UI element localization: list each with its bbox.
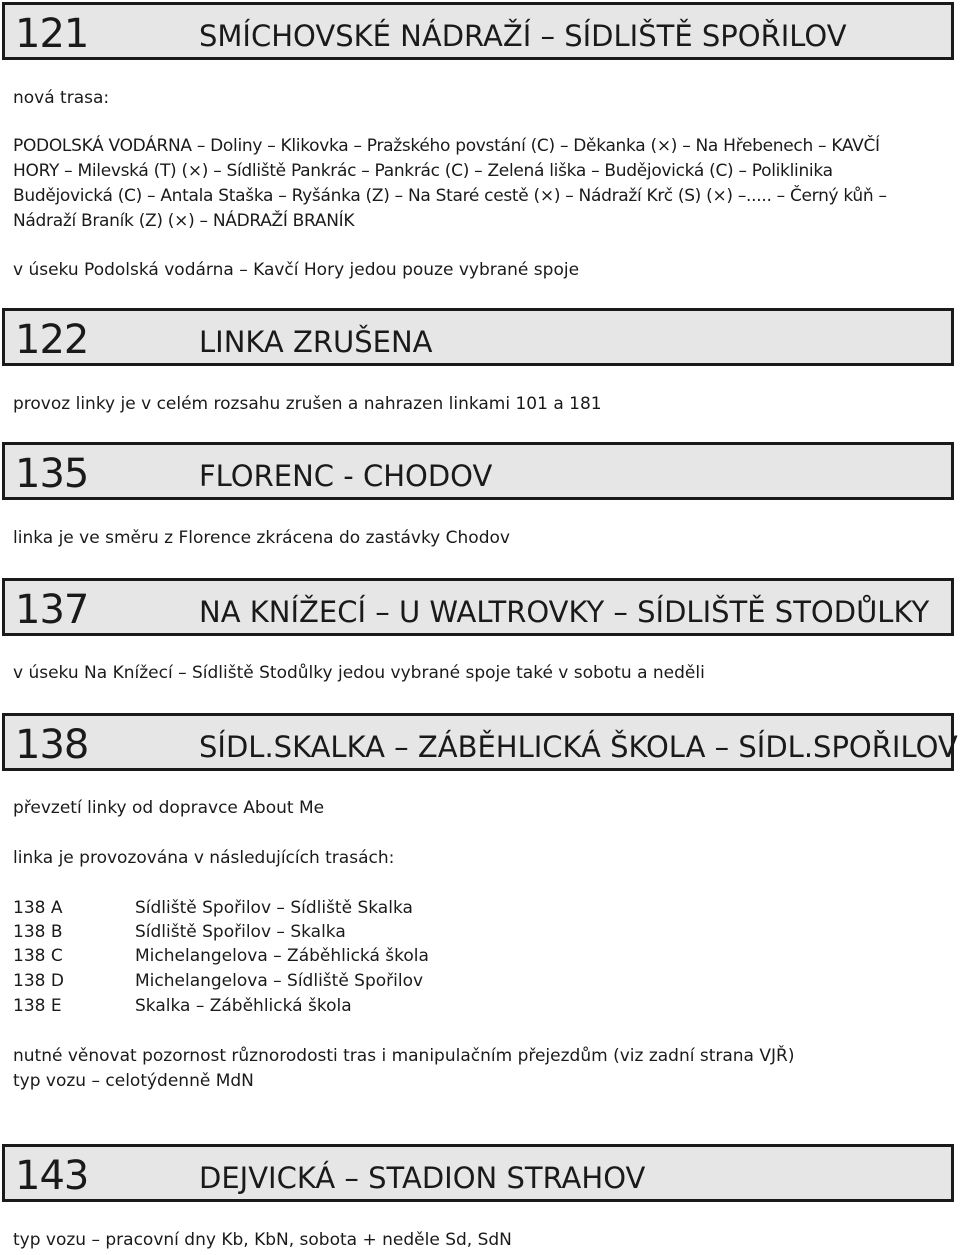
line-number: 143 bbox=[15, 1153, 89, 1199]
line-number: 137 bbox=[15, 587, 89, 633]
line-number: 122 bbox=[15, 317, 89, 363]
line-title: LINKA ZRUŠENA bbox=[199, 325, 433, 359]
line-135-note: linka je ve směru z Florence zkrácena do zastávky Chodov bbox=[13, 528, 510, 548]
line-143-header bbox=[2, 1144, 954, 1202]
line-number: 135 bbox=[15, 451, 89, 497]
line-title: SÍDL.SKALKA – ZÁBĚHLICKÁ ŠKOLA – SÍDL.SPOŘILOV bbox=[199, 730, 958, 764]
variant-code: 138 B bbox=[13, 922, 63, 942]
line-title: DEJVICKÁ – STADION STRAHOV bbox=[199, 1161, 646, 1195]
variant-code: 138 C bbox=[13, 946, 63, 966]
line-138-header bbox=[2, 713, 958, 771]
line-137-note: v úseku Na Knížecí – Sídliště Stodůlky jedou vybrané spoje také v sobotu a neděli bbox=[13, 663, 705, 683]
line-122-header bbox=[2, 308, 954, 366]
variant-code: 138 E bbox=[13, 996, 62, 1016]
route-line-2: HORY – Milevská (T) (×) – Sídliště Pankrác – Pankrác (C) – Zelená liška – Budějovická (C) – Poliklinika bbox=[13, 161, 833, 181]
line-number: 121 bbox=[15, 11, 89, 57]
route-line-1: PODOLSKÁ VODÁRNA – Doliny – Klikovka – Pražského povstání (C) – Děkanka (×) – Na Hřebenech – KAVČÍ bbox=[13, 136, 880, 156]
line-title: FLORENC - CHODOV bbox=[199, 459, 493, 493]
line-138-note-routes: linka je provozována v následujících trasách: bbox=[13, 848, 395, 868]
line-title: NA KNÍŽECÍ – U WALTROVKY – SÍDLIŠTĚ STODŮLKY bbox=[199, 595, 930, 629]
route-line-4: Nádraží Braník (Z) (×) – NÁDRAŽÍ BRANÍK bbox=[13, 211, 355, 231]
line-137-header bbox=[2, 578, 954, 636]
line-143-note-vehicle: typ vozu – pracovní dny Kb, KbN, sobota + neděle Sd, SdN bbox=[13, 1230, 512, 1250]
line-122-note: provoz linky je v celém rozsahu zrušen a nahrazen linkami 101 a 181 bbox=[13, 394, 602, 414]
line-138-note-vehicle: typ vozu – celotýdenně MdN bbox=[13, 1071, 254, 1091]
variant-code: 138 A bbox=[13, 898, 63, 918]
new-route-label: nová trasa: bbox=[13, 88, 110, 108]
line-138-note-attention: nutné věnovat pozornost různorodosti tras i manipulačním přejezdům (viz zadní strana VJŘ) bbox=[13, 1046, 795, 1066]
variant-route: Sídliště Spořilov – Sídliště Skalka bbox=[135, 898, 413, 918]
variant-code: 138 D bbox=[13, 971, 64, 991]
line-135-header bbox=[2, 442, 954, 500]
variant-route: Skalka – Záběhlická škola bbox=[135, 996, 352, 1016]
line-title: SMÍCHOVSKÉ NÁDRAŽÍ – SÍDLIŠTĚ SPOŘILOV bbox=[199, 19, 847, 53]
route-line-3: Budějovická (C) – Antala Staška – Ryšánka (Z) – Na Staré cestě (×) – Nádraží Krč (S) (×) –..... – Černý kůň – bbox=[13, 186, 887, 206]
line-121-header bbox=[2, 2, 954, 60]
line-number: 138 bbox=[15, 722, 89, 768]
line-138-note-operator: převzetí linky od dopravce About Me bbox=[13, 798, 325, 818]
line-121-note: v úseku Podolská vodárna – Kavčí Hory jedou pouze vybrané spoje bbox=[13, 260, 580, 280]
variant-route: Michelangelova – Sídliště Spořilov bbox=[135, 971, 424, 991]
variant-route: Michelangelova – Záběhlická škola bbox=[135, 946, 429, 966]
variant-route: Sídliště Spořilov – Skalka bbox=[135, 922, 346, 942]
